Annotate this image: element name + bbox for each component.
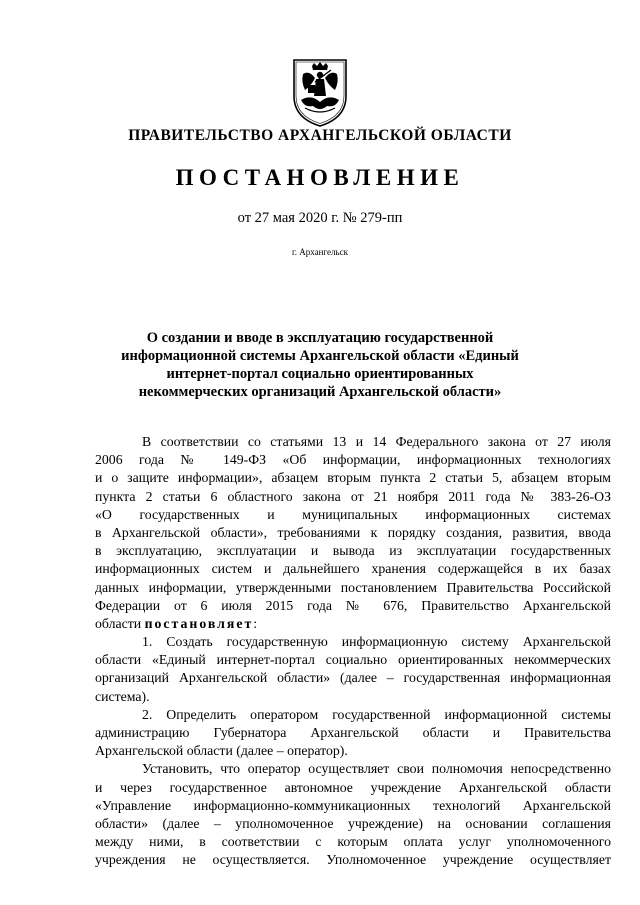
document-city: г. Архангельск: [292, 247, 348, 257]
document-title: [70, 329, 570, 401]
body-line: 2. Определить оператором государственной информационной системы: [142, 706, 611, 722]
body-line: между ними, в соответствии с которым оплата услуг уполномоченного: [95, 834, 611, 850]
body-line: пункта 2 статьи 6 областного закона от 21 ноября 2011 года № 383-26-ОЗ: [95, 488, 611, 504]
document-type: ПОСТАНОВЛЕНИЕ: [175, 165, 465, 190]
body-line: в Архангельской области», требованиями к порядку создания, развития, ввода: [95, 524, 611, 540]
title-line: информационной системы Архангельской области «Единый: [121, 348, 519, 364]
title-line: О создании и вводе в эксплуатацию государственной: [146, 330, 494, 346]
decree-prefix: области: [95, 615, 145, 631]
body-line-decree: [95, 615, 611, 633]
body-line: «Управление информационно-коммуникационных технологий Архангельской: [95, 797, 611, 813]
body-line: данных информации, утвержденными постановлением Правительства Российской: [95, 579, 611, 595]
body-line: и о защите информации», абзацем вторым пункта 2 статьи 5, абзацем вторым: [95, 470, 611, 486]
body-line: Установить, что оператор осуществляет свои полномочия непосредственно: [142, 761, 611, 777]
decree-word: постановляет: [144, 615, 254, 631]
body-line: в эксплуатацию, эксплуатации и вывода из эксплуатации государственных: [95, 543, 611, 559]
body-line: Архангельской области (далее – оператор).: [95, 743, 348, 759]
document-body: [95, 433, 611, 870]
decree-suffix: :: [253, 615, 258, 631]
organization-name: ПРАВИТЕЛЬСТВО АРХАНГЕЛЬСКОЙ ОБЛАСТИ: [128, 127, 512, 144]
body-line: области» (далее – уполномоченное учреждение) на основании соглашения: [95, 815, 611, 831]
body-line: 1. Создать государственную информационную систему Архангельской: [142, 634, 611, 650]
body-line: и через государственное автономное учреждение Архангельской области: [95, 779, 611, 795]
body-line: информационных систем и дальнейшего хранения содержащейся в их базах: [95, 561, 611, 577]
body-line: «О государственных и муниципальных информационных системах: [95, 506, 611, 522]
body-line: организаций Архангельской области» (далее – государственная информационная: [95, 670, 611, 686]
body-line: система).: [95, 688, 150, 704]
body-line: 2006 года № 149-ФЗ «Об информации, информационных технологиях: [95, 452, 611, 468]
body-line: Федерации от 6 июля 2015 года № 676, Правительство Архангельской: [95, 597, 611, 613]
title-line: некоммерческих организаций Архангельской области»: [138, 384, 502, 400]
coat-of-arms-icon: [291, 56, 349, 128]
body-line: области «Единый интернет-портал социально ориентированных некоммерческих: [95, 652, 611, 668]
title-line: интернет-портал социально ориентированных: [166, 366, 474, 382]
body-line: администрацию Губернатора Архангельской области и Правительства: [95, 725, 611, 740]
document-date-number: от 27 мая 2020 г. № 279-пп: [237, 210, 403, 226]
body-line: В соответствии со статьями 13 и 14 Федерального закона от 27 июля: [142, 434, 611, 449]
body-line: учреждения не осуществляется. Уполномоченное учреждение осуществляет: [95, 852, 611, 868]
